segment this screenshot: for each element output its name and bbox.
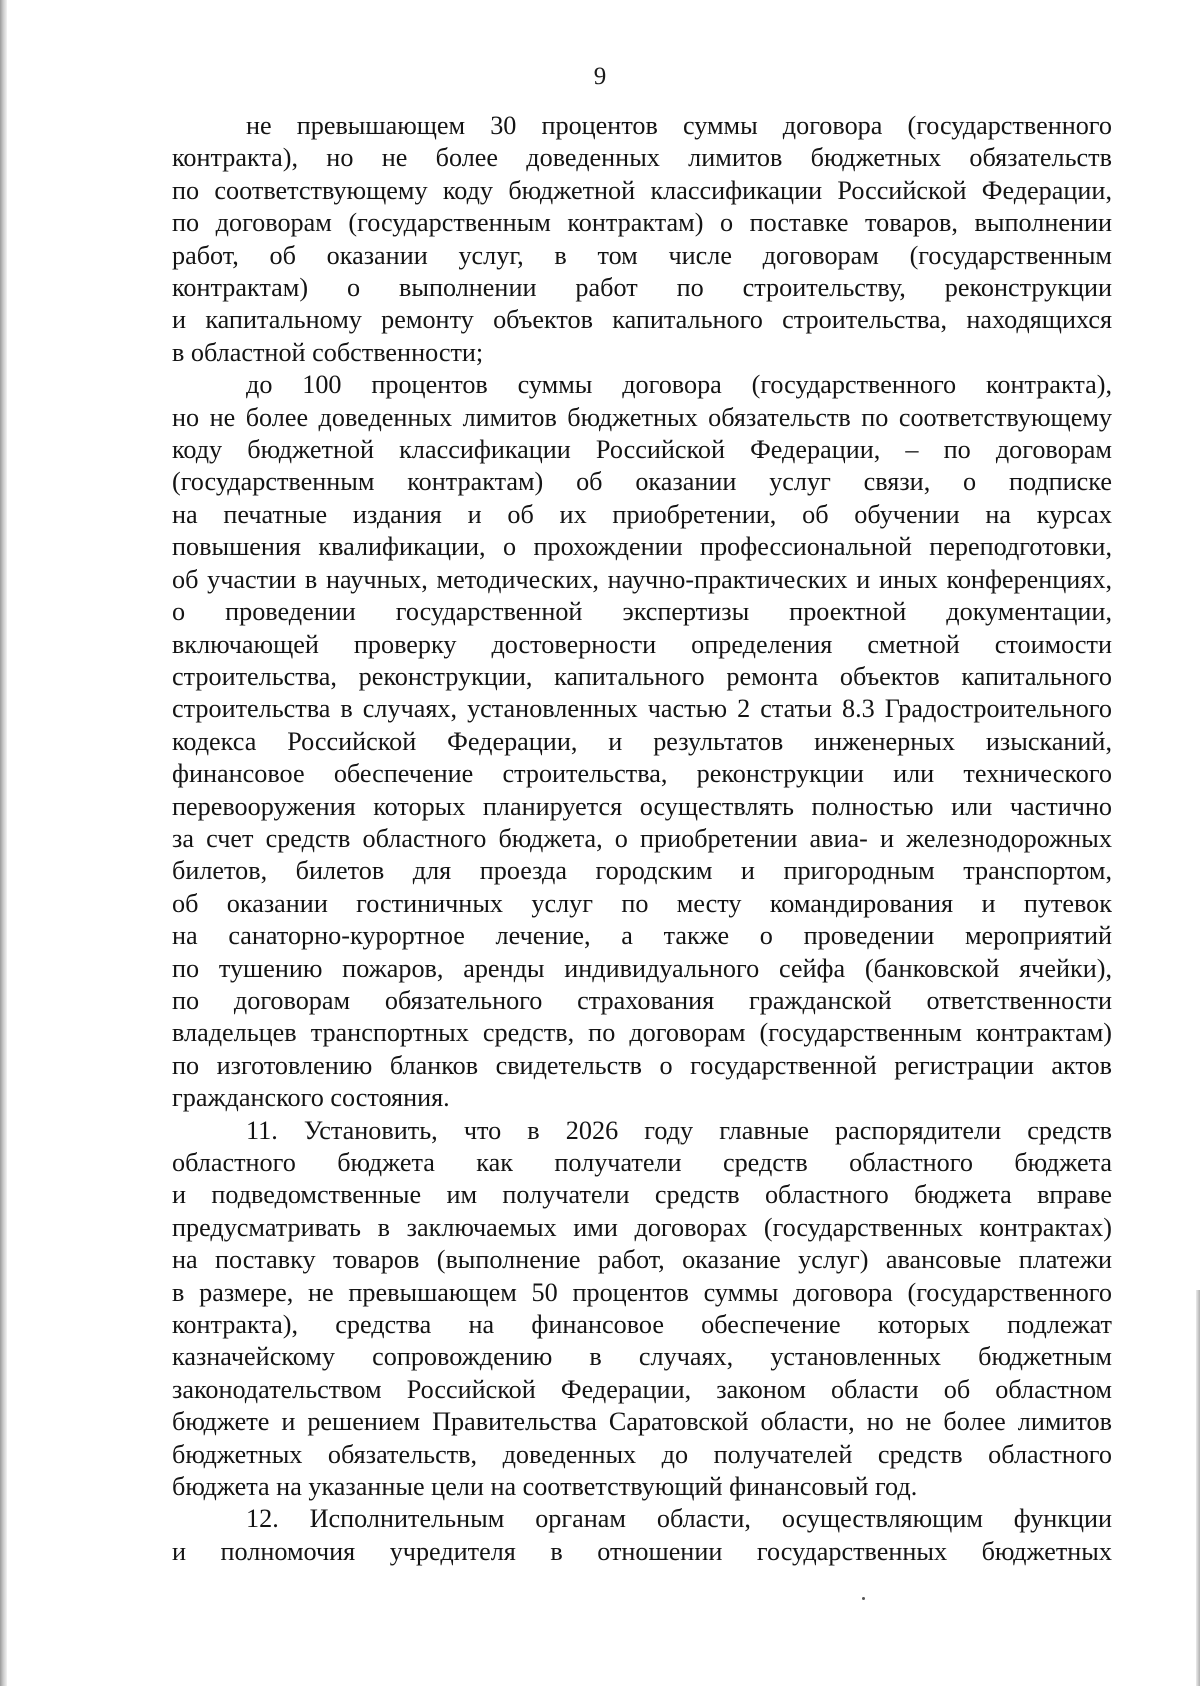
- text-line: законодательством Российской Федерации, законом области об областном: [172, 1374, 1112, 1404]
- text-line: на санаторно-курортное лечение, а также о проведении мероприятий: [172, 921, 1112, 951]
- text-line: контрактам) о выполнении работ по строительству, реконструкции: [172, 273, 1112, 303]
- text-line: (государственным контрактам) об оказании услуг связи, о подписке: [172, 467, 1112, 497]
- text-line: и подведомственные им получатели средств областного бюджета вправе: [172, 1180, 1112, 1210]
- text-line: кодекса Российской Федерации, и результатов инженерных изысканий,: [172, 726, 1112, 756]
- text-line: не превышающем 30 процентов суммы договора (государственного: [246, 111, 1112, 140]
- text-line: коду бюджетной классификации Российской Федерации, – по договорам: [172, 435, 1112, 465]
- scan-speck: [862, 1597, 865, 1600]
- page-number: 9: [593, 63, 607, 90]
- text-line: включающей проверку достоверности определения сметной стоимости: [172, 629, 1112, 659]
- text-line: в размере, не превышающем 50 процентов суммы договора (государственного: [172, 1277, 1112, 1307]
- text-line: казначейскому сопровождению в случаях, установленных бюджетным: [172, 1342, 1112, 1372]
- text-line: 11. Установить, что в 2026 году главные распорядители средств: [246, 1115, 1112, 1145]
- text-line: бюджете и решением Правительства Саратовской области, но не более лимитов: [172, 1407, 1112, 1437]
- text-line: до 100 процентов суммы договора (государственного контракта),: [246, 370, 1112, 400]
- text-line: контракта), но не более доведенных лимитов бюджетных обязательств: [172, 143, 1112, 173]
- text-line: и капитальному ремонту объектов капитального строительства, находящихся: [172, 305, 1112, 335]
- text-line: по тушению пожаров, аренды индивидуального сейфа (банковской ячейки),: [172, 953, 1112, 983]
- text-line: по соответствующему коду бюджетной классификации Российской Федерации,: [172, 175, 1112, 205]
- paragraph: [172, 369, 1112, 1114]
- text-line: на печатные издания и об их приобретении, об обучении на курсах: [172, 499, 1112, 529]
- text-line: работ, об оказании услуг, в том числе договорам (государственным: [172, 240, 1112, 270]
- text-line: на поставку товаров (выполнение работ, оказание услуг) авансовые платежи: [172, 1245, 1112, 1275]
- text-line: предусматривать в заключаемых ими договорах (государственных контрактах): [172, 1212, 1112, 1242]
- text-line: владельцев транспортных средств, по договорам (государственным контрактам): [172, 1018, 1112, 1048]
- text-line: финансовое обеспечение строительства, реконструкции или технического: [172, 759, 1112, 789]
- text-line: за счет средств областного бюджета, о приобретении авиа- и железнодорожных: [172, 823, 1112, 853]
- paragraph: [172, 1503, 1112, 1568]
- text-line: контракта), средства на финансовое обеспечение которых подлежат: [172, 1310, 1112, 1340]
- scan-edge-right: [1196, 1290, 1200, 1686]
- document-body: [172, 110, 1112, 1568]
- text-line: по договорам обязательного страхования гражданской ответственности: [172, 985, 1112, 1015]
- text-line: гражданского состояния.: [172, 1083, 450, 1113]
- paragraph: [172, 1115, 1112, 1504]
- text-line: бюджета на указанные цели на соответствующий финансовый год.: [172, 1472, 918, 1502]
- text-line: строительства, реконструкции, капитального ремонта объектов капитального: [172, 661, 1112, 691]
- paragraph: [172, 110, 1112, 369]
- text-line: по изготовлению бланков свидетельств о государственной регистрации актов: [172, 1050, 1112, 1080]
- text-line: строительства в случаях, установленных частью 2 статьи 8.3 Градостроительного: [172, 694, 1112, 724]
- text-line: об участии в научных, методических, научно-практических и иных конференциях,: [172, 564, 1112, 594]
- text-line: но не более доведенных лимитов бюджетных обязательств по соответствующему: [172, 402, 1112, 432]
- text-line: областного бюджета как получатели средств областного бюджета: [172, 1148, 1112, 1177]
- text-line: и полномочия учредителя в отношении государственных бюджетных: [172, 1536, 1112, 1566]
- text-line: по договорам (государственным контрактам) о поставке товаров, выполнении: [172, 208, 1112, 238]
- text-line: о проведении государственной экспертизы проектной документации,: [172, 597, 1112, 627]
- text-line: бюджетных обязательств, доведенных до получателей средств областного: [172, 1439, 1112, 1469]
- scan-edge-left: [0, 0, 7, 1686]
- text-line: 12. Исполнительным органам области, осуществляющим функции: [246, 1504, 1112, 1534]
- text-line: повышения квалификации, о прохождении профессиональной переподготовки,: [172, 532, 1112, 562]
- text-line: в областной собственности;: [172, 337, 484, 367]
- text-line: об оказании гостиничных услуг по месту командирования и путевок: [172, 888, 1112, 918]
- text-line: перевооружения которых планируется осуществлять полностью или частично: [172, 791, 1112, 821]
- text-line: билетов, билетов для проезда городским и пригородным транспортом,: [172, 856, 1112, 886]
